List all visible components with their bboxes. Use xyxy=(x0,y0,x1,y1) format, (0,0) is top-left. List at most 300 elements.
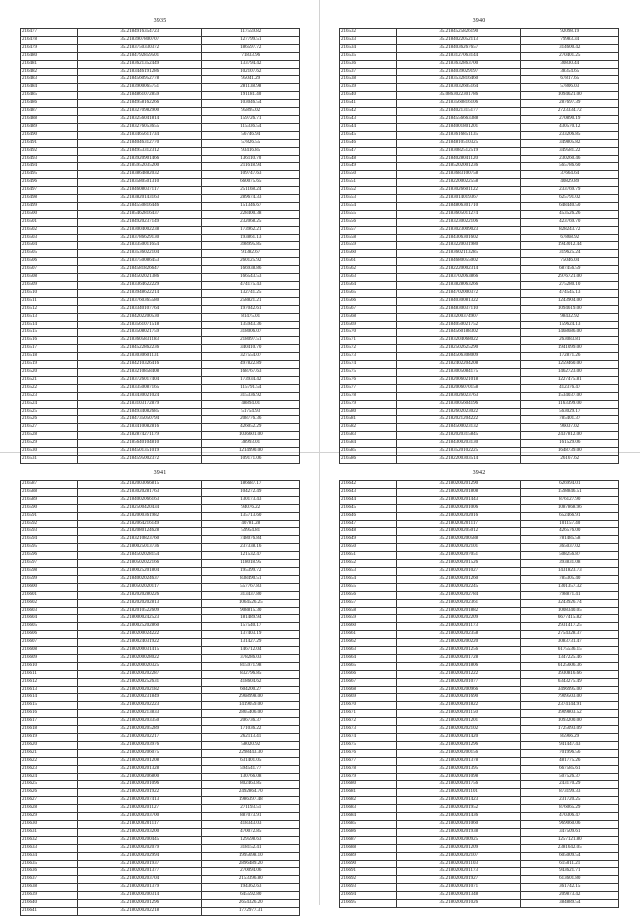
value-cell: 270401.25 xyxy=(521,52,619,60)
value-cell: 67817.65 xyxy=(521,76,619,84)
value-cell: 262113.41 xyxy=(202,734,300,742)
table-row xyxy=(340,702,619,710)
value-cell: 81475.01 xyxy=(202,313,300,321)
table-row xyxy=(21,455,300,463)
row-id-cell: 216620 xyxy=(21,741,78,749)
table-row xyxy=(21,694,300,702)
row-id-cell: 216635 xyxy=(21,860,78,868)
value-cell: 313437.80 xyxy=(202,591,300,599)
coordinate-cell: 35.2182000361982 xyxy=(77,512,202,520)
value-cell: 785305.40 xyxy=(521,575,619,583)
value-cell: 1419059.00 xyxy=(202,702,300,710)
value-cell: 1468686.00 xyxy=(521,329,619,337)
table-row xyxy=(21,852,300,860)
coordinate-cell: 35.2185952035200 xyxy=(77,163,202,171)
value-cell: 876127.90 xyxy=(521,496,619,504)
value-cell: 1301357.32 xyxy=(521,583,619,591)
table-row xyxy=(340,536,619,544)
value-cell: 1008340.05 xyxy=(521,607,619,615)
table-row xyxy=(340,274,619,282)
value-cell: 557767.83 xyxy=(202,583,300,591)
table-row xyxy=(21,274,300,282)
table-row xyxy=(340,607,619,615)
value-cell: 604200.27 xyxy=(202,686,300,694)
value-cell: 1772977.31 xyxy=(202,907,300,915)
row-id-cell: 216659 xyxy=(340,615,397,623)
value-cell: 1986397.48 xyxy=(202,797,300,805)
table-row xyxy=(21,789,300,797)
coordinate-cell: 35.2180200206075 xyxy=(77,749,202,757)
row-id-cell: 216553 xyxy=(340,195,397,203)
row-id-cell: 216663 xyxy=(340,647,397,655)
coordinate-cell: 35.2180200201938 xyxy=(396,828,521,836)
value-cell: 474545.13 xyxy=(521,289,619,297)
row-id-cell: 216508 xyxy=(21,274,78,282)
row-id-cell: 216540 xyxy=(340,92,397,100)
value-cell: 40829.89 xyxy=(521,179,619,187)
coordinate-cell: 35.2184022052113 xyxy=(396,36,521,44)
table-row xyxy=(340,139,619,147)
table-row xyxy=(21,155,300,163)
row-id-cell: 216489 xyxy=(21,123,78,131)
value-cell: 109171.06 xyxy=(202,455,300,463)
row-id-cell: 216544 xyxy=(340,123,397,131)
row-id-cell: 216651 xyxy=(340,552,397,560)
table-row xyxy=(340,741,619,749)
row-id-cell: 216532 xyxy=(340,29,397,37)
table-row xyxy=(21,376,300,384)
coordinate-cell: 35.2180025201804 xyxy=(77,567,202,575)
table-row xyxy=(21,345,300,353)
row-id-cell: 216678 xyxy=(340,765,397,773)
value-cell: 96037.02 xyxy=(521,424,619,432)
row-id-cell: 216537 xyxy=(340,68,397,76)
coordinate-cell: 35.2182402204208 xyxy=(396,361,521,369)
coordinate-cell: 35.2184806301710 xyxy=(396,202,521,210)
table-row xyxy=(21,797,300,805)
coordinate-cell: 35.2184550816446 xyxy=(77,202,202,210)
value-cell: 58020.92 xyxy=(202,741,300,749)
table-row xyxy=(340,416,619,424)
value-cell: 232068.25 xyxy=(202,218,300,226)
row-id-cell: 216589 xyxy=(21,496,78,504)
row-id-cell: 216488 xyxy=(21,115,78,123)
value-cell: 3909803.52 xyxy=(521,710,619,718)
row-id-cell: 216592 xyxy=(21,520,78,528)
row-id-cell: 216611 xyxy=(21,670,78,678)
row-id-cell: 216693 xyxy=(340,884,397,892)
coordinate-cell: 35.2180200201103 xyxy=(396,860,521,868)
value-cell: 67868.92 xyxy=(521,234,619,242)
row-id-cell: 216484 xyxy=(21,84,78,92)
table-row xyxy=(340,353,619,361)
value-cell: 133794.42 xyxy=(202,60,300,68)
value-cell: 645592.80 xyxy=(202,892,300,900)
table-row xyxy=(340,202,619,210)
row-id-cell: 216689 xyxy=(340,852,397,860)
coordinate-cell: 35.2180200201026 xyxy=(396,900,521,908)
coordinate-cell: 35.2183005604196 xyxy=(396,400,521,408)
coordinate-cell: 35.2180200203200 xyxy=(77,828,202,836)
row-id-cell: 216660 xyxy=(340,623,397,631)
table-row xyxy=(21,36,300,44)
value-cell: 209873.42 xyxy=(521,892,619,900)
coordinate-cell: 35.2183210823760 xyxy=(77,536,202,544)
coordinate-cell: 35.2183220031980 xyxy=(396,242,521,250)
value-cell: 832796.85 xyxy=(202,670,300,678)
table-row xyxy=(340,575,619,583)
value-cell: 159624.13 xyxy=(521,321,619,329)
table-row xyxy=(340,123,619,131)
row-id-cell: 216514 xyxy=(21,321,78,329)
coordinate-cell: 35.2183032605164 xyxy=(396,84,521,92)
value-cell: 802463.85 xyxy=(202,781,300,789)
coordinate-cell: 35.2180200201260 xyxy=(396,575,521,583)
coordinate-cell: 35.2184735050794 xyxy=(77,416,202,424)
coordinate-cell: 35.2180200202016 xyxy=(396,512,521,520)
coordinate-cell: 35.2183340107764 xyxy=(77,305,202,313)
table-row xyxy=(340,639,619,647)
coordinate-cell: 35.2180200201006 xyxy=(396,504,521,512)
row-id-cell: 216510 xyxy=(21,289,78,297)
coordinate-cell: 35.2184002066163 xyxy=(77,496,202,504)
table-row xyxy=(21,115,300,123)
value-cell: 172871.26 xyxy=(521,353,619,361)
row-id-cell: 216648 xyxy=(340,528,397,536)
value-cell: 173962.21 xyxy=(202,226,300,234)
coordinate-cell: 35.2180200201201 xyxy=(396,718,521,726)
table-row xyxy=(21,337,300,345)
table-row xyxy=(21,202,300,210)
table-row xyxy=(340,654,619,662)
coordinate-cell: 35.2184050021752 xyxy=(396,321,521,329)
table-row xyxy=(21,139,300,147)
row-id-cell: 216667 xyxy=(340,678,397,686)
value-cell: 2968998.00 xyxy=(202,694,300,702)
value-cell: 426052.29 xyxy=(202,424,300,432)
coordinate-cell: 35.2180200202218 xyxy=(77,907,202,915)
row-id-cell: 216492 xyxy=(21,147,78,155)
table-row xyxy=(340,567,619,575)
value-cell: 197042.61 xyxy=(202,305,300,313)
coordinate-cell: 35.2180200201822 xyxy=(396,702,521,710)
table-row xyxy=(21,868,300,876)
coordinate-cell: 35.2180502020117 xyxy=(77,583,202,591)
table-row xyxy=(340,68,619,76)
row-id-cell: 216624 xyxy=(21,773,78,781)
row-id-cell: 216628 xyxy=(21,805,78,813)
table-row xyxy=(21,313,300,321)
row-id-cell: 216686 xyxy=(340,828,397,836)
table-row xyxy=(340,481,619,489)
coordinate-cell: 35.2185640104810 xyxy=(77,440,202,448)
row-id-cell: 216685 xyxy=(340,820,397,828)
table-row xyxy=(21,44,300,52)
row-id-cell: 216604 xyxy=(21,615,78,623)
row-id-cell: 216588 xyxy=(21,488,78,496)
coordinate-cell: 35.2180200201150 xyxy=(396,710,521,718)
table-row xyxy=(340,52,619,60)
value-cell: 3083731.47 xyxy=(521,639,619,647)
value-cell: 314600.42 xyxy=(521,44,619,52)
table-row xyxy=(340,226,619,234)
row-id-cell: 216521 xyxy=(21,376,78,384)
table-row xyxy=(21,907,300,915)
coordinate-cell: 35.2180200203350 xyxy=(77,718,202,726)
row-id-cell: 216523 xyxy=(21,392,78,400)
value-cell: 127799.51 xyxy=(202,36,300,44)
coordinate-cell: 35.2180200231849 xyxy=(77,694,202,702)
row-id-cell: 216652 xyxy=(340,560,397,568)
value-cell: 798871.41 xyxy=(521,591,619,599)
row-id-cell: 216527 xyxy=(21,424,78,432)
value-cell: 93416.85 xyxy=(202,147,300,155)
table-row xyxy=(21,123,300,131)
row-id-cell: 216629 xyxy=(21,813,78,821)
value-cell: 378286.03 xyxy=(202,654,300,662)
coordinate-cell: 35.2183864882032 xyxy=(77,171,202,179)
coordinate-cell: 35.2185462816437 xyxy=(77,210,202,218)
row-id-cell: 216586 xyxy=(340,455,397,463)
value-cell: 1093200.00 xyxy=(521,718,619,726)
value-cell: 191181.40 xyxy=(202,92,300,100)
table-row xyxy=(21,512,300,520)
value-cell: 2896489.20 xyxy=(202,860,300,868)
value-cell: 1347225.46 xyxy=(521,654,619,662)
coordinate-cell: 35.2184680055002 xyxy=(396,258,521,266)
coordinate-cell: 35.2180200201756 xyxy=(396,781,521,789)
value-cell: 118018.95 xyxy=(202,560,300,568)
row-id-cell: 216590 xyxy=(21,504,78,512)
table-row xyxy=(21,289,300,297)
coordinate-cell: 35.2180200201117 xyxy=(77,820,202,828)
row-id-cell: 216497 xyxy=(21,187,78,195)
table-row xyxy=(21,662,300,670)
coordinate-cell: 35.2180200203976 xyxy=(77,741,202,749)
row-id-cell: 216526 xyxy=(21,416,78,424)
table-row xyxy=(21,131,300,139)
row-id-cell: 216623 xyxy=(21,765,78,773)
row-id-cell: 216551 xyxy=(340,179,397,187)
coordinate-cell: 35.2180025202860 xyxy=(77,623,202,631)
table-row xyxy=(340,512,619,520)
coordinate-cell: 35.2180200200220 xyxy=(396,639,521,647)
value-cell: 30830.44 xyxy=(521,60,619,68)
table-row xyxy=(340,820,619,828)
value-cell: 507526.37 xyxy=(521,773,619,781)
coordinate-cell: 35.2180200202994 xyxy=(77,852,202,860)
value-cell: 613601.80 xyxy=(521,876,619,884)
page-panel-top-right xyxy=(339,14,619,464)
coordinate-cell: 35.2180200201526 xyxy=(396,560,521,568)
row-id-cell: 216524 xyxy=(21,400,78,408)
row-id-cell: 216631 xyxy=(21,828,78,836)
row-id-cell: 216503 xyxy=(21,234,78,242)
row-id-cell: 216478 xyxy=(21,36,78,44)
value-cell: 1094619.00 xyxy=(521,305,619,313)
table-row xyxy=(340,718,619,726)
coordinate-cell: 35.2183082512519 xyxy=(396,147,521,155)
table-row xyxy=(340,321,619,329)
value-cell: 481775.26 xyxy=(521,757,619,765)
row-id-cell: 216690 xyxy=(340,860,397,868)
coordinate-cell: 35.2183026023763 xyxy=(396,392,521,400)
value-cell: 430570.12 xyxy=(521,123,619,131)
row-id-cell: 216608 xyxy=(21,647,78,655)
value-cell: 6125606.36 xyxy=(521,662,619,670)
value-cell: 426576.00 xyxy=(521,528,619,536)
row-id-cell: 216528 xyxy=(21,432,78,440)
row-id-cell: 216672 xyxy=(340,718,397,726)
row-id-cell: 216618 xyxy=(21,726,78,734)
value-cell: 281138.98 xyxy=(202,84,300,92)
value-cell: 171036.22 xyxy=(202,726,300,734)
table-row xyxy=(21,702,300,710)
table-row xyxy=(21,599,300,607)
table-row xyxy=(340,496,619,504)
coordinate-cell: 35.2180200201101 xyxy=(396,789,521,797)
row-id-cell: 216670 xyxy=(340,702,397,710)
row-id-cell: 216658 xyxy=(340,607,397,615)
value-cell: 157540.17 xyxy=(202,623,300,631)
row-id-cell: 216639 xyxy=(21,892,78,900)
table-row xyxy=(21,528,300,536)
value-cell: 563029.17 xyxy=(521,408,619,416)
row-id-cell: 216554 xyxy=(340,202,397,210)
table-row xyxy=(340,789,619,797)
value-cell: 270094.06 xyxy=(202,868,300,876)
row-id-cell: 216560 xyxy=(340,250,397,258)
value-cell: 3930816.66 xyxy=(521,670,619,678)
row-id-cell: 216578 xyxy=(340,392,397,400)
value-cell: 631401.05 xyxy=(202,757,300,765)
value-cell: 1087868.96 xyxy=(521,504,619,512)
table-row xyxy=(21,765,300,773)
table-row xyxy=(21,258,300,266)
table-row xyxy=(340,440,619,448)
coordinate-cell: 35.2180200201420 xyxy=(396,734,521,742)
table-row xyxy=(21,892,300,900)
row-id-cell: 216644 xyxy=(340,496,397,504)
table-row xyxy=(340,400,619,408)
coordinate-cell: 35.2180200201328 xyxy=(77,765,202,773)
row-id-cell: 216564 xyxy=(340,282,397,290)
value-cell: 117559.82 xyxy=(202,29,300,37)
table-row xyxy=(340,734,619,742)
value-cell: 92098.19 xyxy=(521,29,619,37)
coordinate-cell: 35.2184581826647 xyxy=(77,266,202,274)
coordinate-cell: 35.2184046312770 xyxy=(77,139,202,147)
row-id-cell: 216655 xyxy=(340,583,397,591)
row-id-cell: 216545 xyxy=(340,131,397,139)
coordinate-cell: 35.2182006021018 xyxy=(396,376,521,384)
coordinate-cell: 35.2183726017404 xyxy=(77,376,202,384)
row-id-cell: 216518 xyxy=(21,353,78,361)
value-cell: 1534037.00 xyxy=(521,392,619,400)
data-table xyxy=(20,28,300,464)
value-cell: 2492864.70 xyxy=(202,789,300,797)
table-row xyxy=(21,647,300,655)
value-cell: 625791.02 xyxy=(521,195,619,203)
row-id-cell: 216576 xyxy=(340,376,397,384)
row-id-cell: 216477 xyxy=(21,29,78,37)
coordinate-cell: 35.2184306301602 xyxy=(396,234,521,242)
row-id-cell: 216676 xyxy=(340,749,397,757)
value-cell: 129598.63 xyxy=(202,836,300,844)
row-id-cell: 216602 xyxy=(21,599,78,607)
coordinate-cell: 35.2184595002372 xyxy=(77,455,202,463)
value-cell: 1064526.25 xyxy=(202,599,300,607)
table-row xyxy=(340,361,619,369)
table-row xyxy=(340,868,619,876)
row-id-cell: 216546 xyxy=(340,139,397,147)
row-id-cell: 216550 xyxy=(340,171,397,179)
coordinate-cell: 35.2180200201098 xyxy=(396,773,521,781)
value-cell: 1431823.73 xyxy=(521,567,619,575)
table-row xyxy=(21,860,300,868)
row-id-cell: 216570 xyxy=(340,329,397,337)
row-id-cell: 216552 xyxy=(340,187,397,195)
table-row xyxy=(21,536,300,544)
row-id-cell: 216529 xyxy=(21,440,78,448)
table-row xyxy=(21,179,300,187)
table-row xyxy=(21,575,300,583)
row-id-cell: 216674 xyxy=(340,734,397,742)
coordinate-cell: 35.2185202001236 xyxy=(396,163,521,171)
table-row xyxy=(340,623,619,631)
value-cell: 660075.65 xyxy=(202,179,300,187)
value-cell: 453526.26 xyxy=(521,210,619,218)
coordinate-cell: 35.2180200024222 xyxy=(77,631,202,639)
table-row xyxy=(21,749,300,757)
table-row xyxy=(340,108,619,116)
table-row xyxy=(340,195,619,203)
coordinate-cell: 35.2180200201348 xyxy=(396,892,521,900)
value-cell: 289674.33 xyxy=(202,195,300,203)
row-id-cell: 216574 xyxy=(340,361,397,369)
coordinate-cell: 35.2184030081322 xyxy=(396,297,521,305)
table-row xyxy=(21,52,300,60)
row-id-cell: 216621 xyxy=(21,749,78,757)
coordinate-cell: 35.2180024031922 xyxy=(77,639,202,647)
coordinate-cell: 35.2182020280226 xyxy=(77,591,202,599)
value-cell: 1259460.00 xyxy=(521,361,619,369)
coordinate-cell: 35.2180200200588 xyxy=(396,536,521,544)
value-cell: 130766.08 xyxy=(202,773,300,781)
table-row xyxy=(340,345,619,353)
row-id-cell: 216581 xyxy=(340,416,397,424)
coordinate-cell: 35.2180200203700 xyxy=(77,813,202,821)
coordinate-cell: 35.2183616851135 xyxy=(396,131,521,139)
table-row xyxy=(340,710,619,718)
row-id-cell: 216662 xyxy=(340,639,397,647)
coordinate-cell: 35.2180200201952 xyxy=(396,805,521,813)
coordinate-cell: 35.2183948622214 xyxy=(77,289,202,297)
table-row xyxy=(340,448,619,456)
row-id-cell: 216619 xyxy=(21,734,78,742)
table-row xyxy=(340,828,619,836)
row-id-cell: 216555 xyxy=(340,210,397,218)
table-row xyxy=(21,171,300,179)
row-id-cell: 216585 xyxy=(340,448,397,456)
row-id-cell: 216530 xyxy=(21,448,78,456)
table-row xyxy=(21,773,300,781)
row-id-cell: 216541 xyxy=(340,100,397,108)
coordinate-cell: 35.2184525826190 xyxy=(396,29,521,37)
coordinate-cell: 35.2183276053655 xyxy=(77,123,202,131)
row-id-cell: 216657 xyxy=(340,599,397,607)
value-cell: 605009.54 xyxy=(521,852,619,860)
